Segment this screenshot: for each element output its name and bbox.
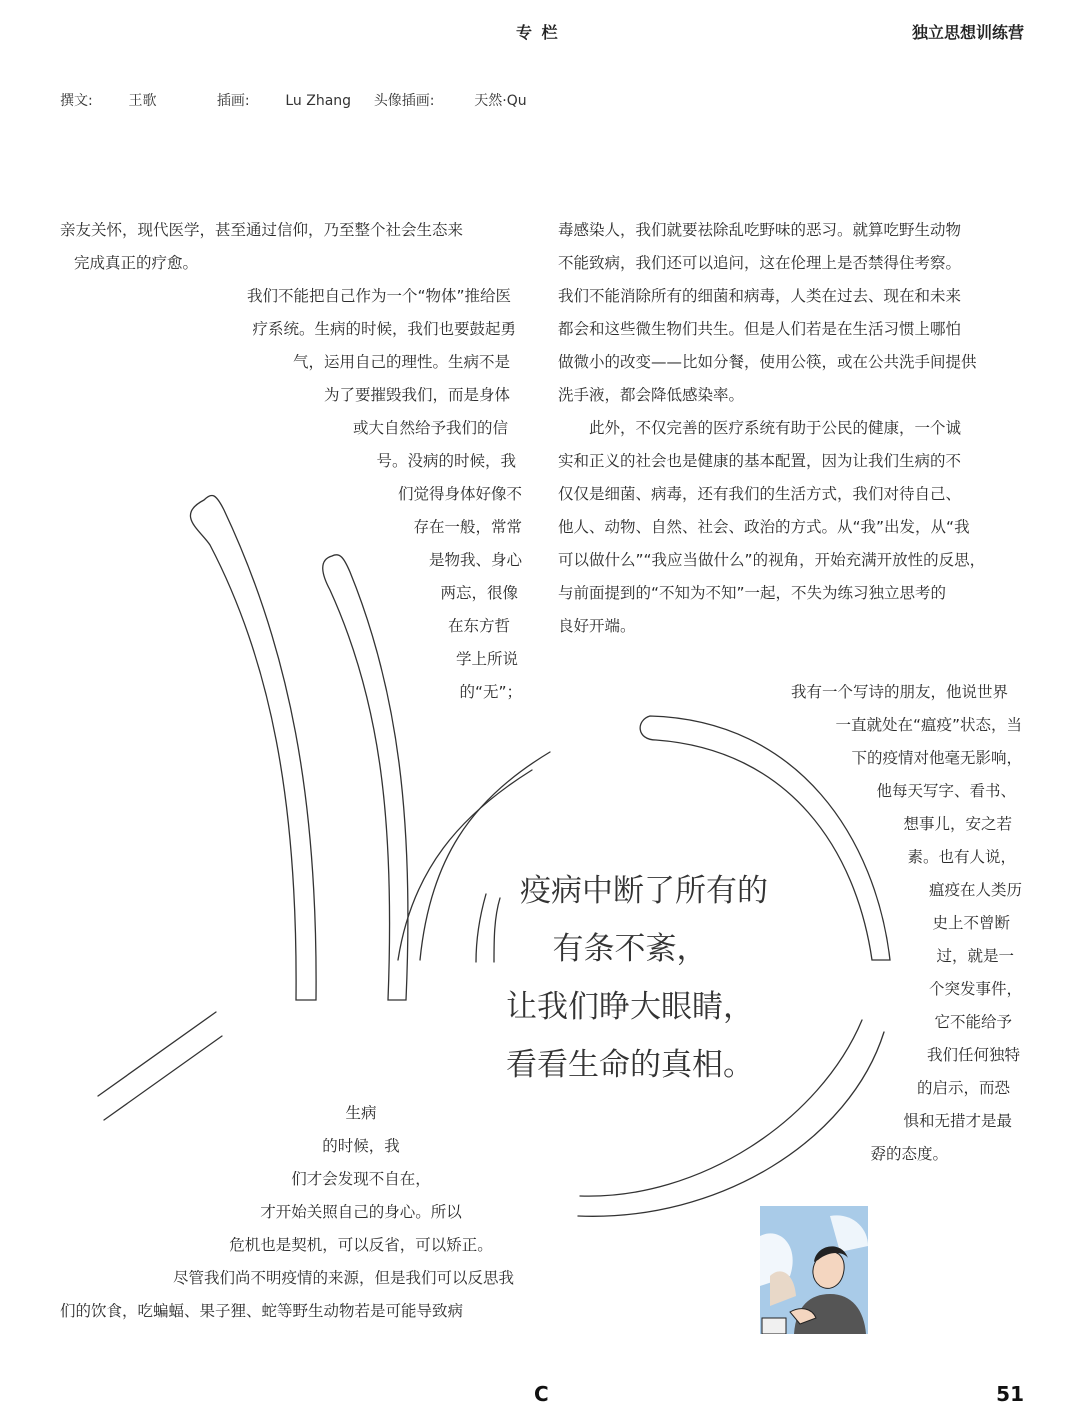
illustration-label: 插画: [216, 93, 250, 109]
text-line: 我们任何独特 [926, 1046, 1020, 1064]
author-name: 王歌 [128, 93, 157, 109]
quote-line: 有条不紊， [552, 931, 708, 967]
text-line: 们的饮食，吃蝙蝠、果子狸、蛇等野生动物若是可能导致病 [60, 1302, 464, 1320]
text-line: 的启示，而恐 [916, 1079, 1010, 1097]
text-line: 一直就处在“瘟疫”状态，当 [835, 716, 1022, 734]
left-paragraph [60, 214, 522, 709]
text-line: 们才会发现不自在， [291, 1170, 431, 1188]
text-line: 不能致病，我们还可以追问，这在伦理上是否禁得住考察。 [558, 254, 962, 272]
page-number: 51 [996, 1382, 1024, 1406]
right-paragraph-1 [558, 214, 1026, 412]
author-avatar [760, 1206, 868, 1334]
quote-line: 让我们睁大眼睛， [506, 989, 754, 1025]
text-line: 生病 [345, 1104, 377, 1122]
text-line: 个突发事件， [928, 980, 1022, 998]
text-line: 毒感染人，我们就要祛除乱吃野味的恶习。就算吃野生动物 [558, 221, 962, 239]
pull-quote [470, 862, 790, 1094]
line-diagonal-1 [98, 1012, 216, 1096]
text-line: 他每天写字、看书、 [876, 782, 1016, 800]
text-line: 号。没病的时候，我 [376, 452, 516, 470]
text-line: 可以做什么”“我应当做什么”的视角，开始充满开放性的反思， [558, 551, 986, 569]
text-line: 瘟疫在人类历 [928, 881, 1022, 899]
section-label: 专 栏 [516, 23, 560, 42]
series-title: 独立思想训练营 [911, 23, 1024, 42]
text-line: 或大自然给予我们的信 [352, 419, 508, 437]
text-line: 亲友关怀，现代医学，甚至通过信仰，乃至整个社会生态来 [60, 221, 464, 239]
text-line: 气，运用自己的理性。生病不是 [292, 353, 510, 371]
text-line: 们觉得身体好像不 [397, 485, 522, 503]
right-column [558, 214, 1026, 643]
text-line: 完成真正的疗愈。 [74, 254, 199, 272]
text-line: 孬的态度。 [870, 1145, 948, 1163]
text-line: 两忘，很像 [440, 584, 518, 602]
text-line: 才开始关照自己的身心。所以 [260, 1203, 462, 1221]
text-line: 的时候，我 [322, 1137, 400, 1155]
text-line: 良好开端。 [558, 617, 636, 635]
text-line: 他人、动物、自然、社会、政治的方式。从“我”出发，从“我 [558, 518, 970, 536]
text-line: 尽管我们尚不明疫情的来源，但是我们可以反思我 [172, 1269, 514, 1287]
quote-line: 疫病中断了所有的 [520, 873, 768, 909]
text-line: 的“无”； [459, 683, 522, 701]
text-line: 存在一般，常常 [413, 518, 522, 536]
avatar-illustration-label: 头像插画: [373, 93, 435, 109]
text-line: 危机也是契机，可以反省，可以矫正。 [229, 1236, 493, 1254]
text-line: 是物我、身心 [428, 551, 522, 569]
right-paragraph-2 [558, 412, 1026, 643]
text-line: 为了要摧毁我们，而是身体 [323, 386, 510, 404]
text-line: 此外，不仅完善的医疗系统有助于公民的健康，一个诚 [589, 419, 962, 437]
bottom-text [60, 1097, 522, 1328]
text-line: 做微小的改变——比如分餐，使用公筷，或在公共洗手间提供 [558, 353, 977, 371]
illustrator-name: Lu Zhang [285, 93, 352, 109]
author-label: 撰文: [60, 93, 93, 109]
quote-line: 看看生命的真相。 [506, 1047, 754, 1083]
text-line: 都会和这些微生物们共生。但是人们若是在生活习惯上哪怕 [558, 320, 962, 338]
text-line: 我们不能把自己作为一个“物体”推给医 [246, 287, 511, 305]
text-line: 素。也有人说， [907, 848, 1016, 866]
text-line: 在东方哲 [447, 617, 510, 635]
bottom-paragraph [60, 1097, 522, 1328]
text-line: 过，就是一 [936, 947, 1014, 965]
text-line: 学上所说 [455, 650, 518, 668]
text-line: 下的疫情对他毫无影响， [851, 749, 1022, 767]
text-line: 史上不曾断 [932, 914, 1010, 932]
avatar-illustration [760, 1206, 868, 1334]
text-line: 与前面提到的“不知为不知”一起，不失为练习独立思考的 [558, 584, 947, 602]
text-line: 惧和无措才是最 [903, 1112, 1012, 1130]
text-line: 我们不能消除所有的细菌和病毒，人类在过去、现在和未来 [558, 287, 962, 305]
avatar-illustrator-name: 天然·Qu [474, 93, 527, 109]
left-column [60, 214, 522, 709]
text-line: 我有一个写诗的朋友，他说世界 [790, 683, 1008, 701]
footer-mark: C [534, 1382, 549, 1406]
text-line: 仅仅是细菌、病毒，还有我们的生活方式，我们对待自己、 [558, 485, 962, 503]
text-line: 实和正义的社会也是健康的基本配置，因为让我们生病的不 [558, 452, 962, 470]
text-line: 洗手液，都会降低感染率。 [558, 386, 745, 404]
text-line: 想事儿，安之若 [903, 815, 1012, 833]
text-line: 疗系统。生病的时候，我们也要鼓起勇 [252, 320, 516, 338]
text-line: 它不能给予 [934, 1013, 1012, 1031]
